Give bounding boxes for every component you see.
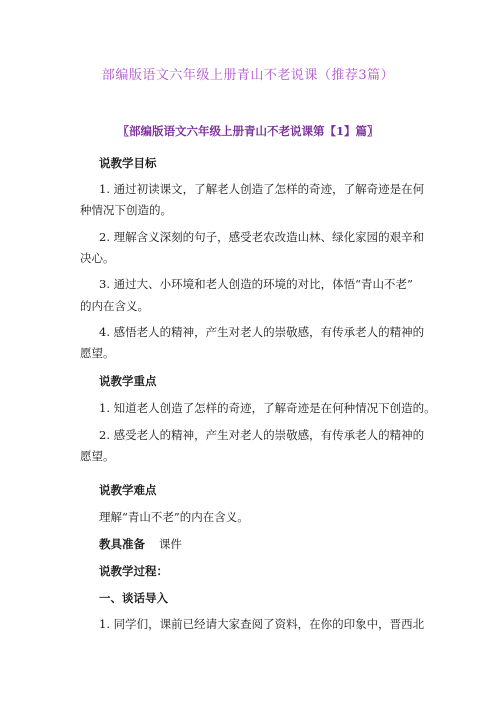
heading-key-points: 说教学重点 <box>99 374 157 388</box>
objective-4-line-2: 愿望。 <box>80 346 115 360</box>
objective-1-line-2: 种情况下创造的。 <box>80 203 172 217</box>
materials-row <box>99 537 439 551</box>
document-title: 部编版语文六年级上册青山不老说课（推荐3篇） <box>101 68 395 83</box>
objective-3-line-2: 的内在含义。 <box>80 299 149 313</box>
objective-3-line-1: 3. 通过大、小环境和老人创造的环境的对比，体悟“青山不老” <box>99 277 413 291</box>
heading-part-1: 一、谈话导入 <box>99 591 168 605</box>
key-point-2-line-1: 2. 感受老人的精神，产生对老人的崇敬感，有传承老人的精神的 <box>99 428 425 442</box>
intro-text: 1. 同学们，课前已经请大家查阅了资料，在你的印象中，晋西北 <box>99 617 425 631</box>
heading-difficulties: 说教学难点 <box>99 483 157 497</box>
materials-label: 教具准备 <box>99 537 145 551</box>
materials-value: 课件 <box>159 537 182 551</box>
heading-objectives: 说教学目标 <box>99 156 157 170</box>
key-point-1: 1. 知道老人创造了怎样的奇迹，了解奇迹是在何种情况下创造的。 <box>99 401 436 415</box>
key-point-2-line-2: 愿望。 <box>80 449 115 463</box>
difficulty-text: 理解“青山不老”的内在含义。 <box>99 510 249 524</box>
heading-process: 说教学过程： <box>99 564 168 578</box>
objective-4-line-1: 4. 感悟老人的精神，产生对老人的崇敬感，有传承老人的精神的 <box>99 325 425 339</box>
objective-1-line-1: 1. 通过初读课文，了解老人创造了怎样的奇迹，了解奇迹是在何 <box>99 182 425 196</box>
section-title: 〖部编版语文六年级上册青山不老说课第【1】篇〗 <box>117 124 379 138</box>
objective-2-line-1: 2. 理解含义深刻的句子，感受老农改造山林、绿化家园的艰辛和 <box>99 230 425 244</box>
objective-2-line-2: 决心。 <box>80 251 115 265</box>
